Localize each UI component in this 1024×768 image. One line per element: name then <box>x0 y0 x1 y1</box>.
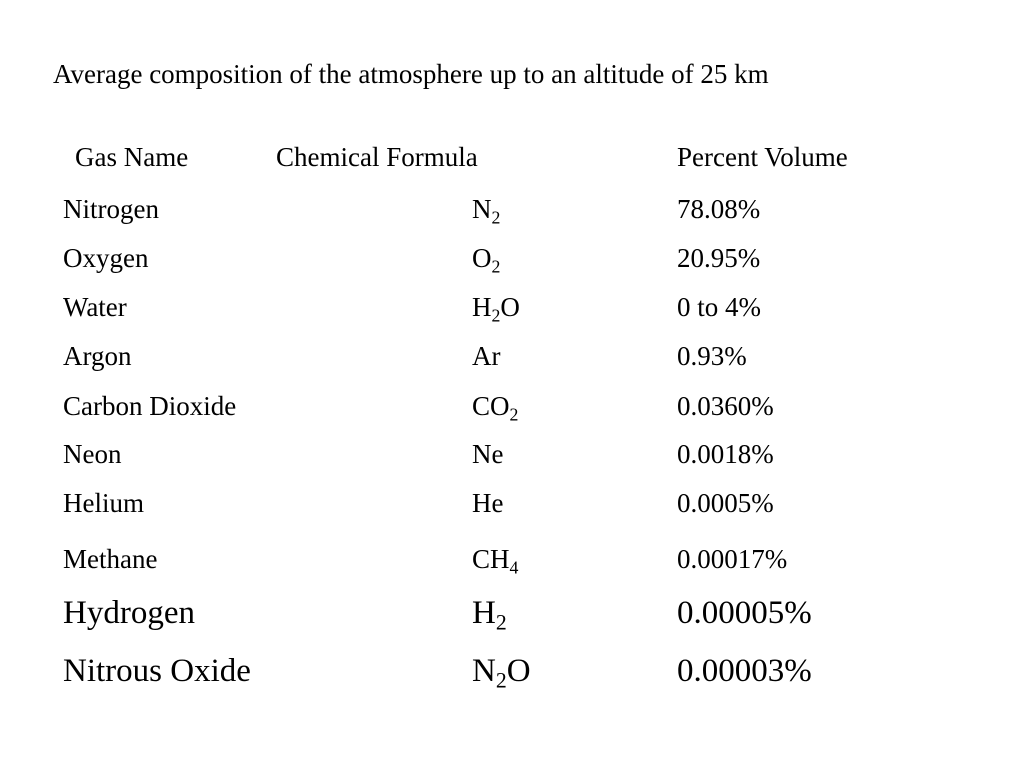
table-row-nitrogen <box>0 192 1024 232</box>
formula-cell: $O_2$ <box>472 243 501 277</box>
gas-name-cell: Carbon Dioxide <box>63 391 237 421</box>
formula-cell: $N_2$ <box>472 194 501 228</box>
formula-cell: Ar <box>472 341 501 371</box>
percent-cell: 0.0005% <box>677 488 774 518</box>
gas-name-cell: Nitrous Oxide <box>63 653 251 689</box>
formula-cell: $CO_2$ <box>472 391 519 425</box>
formula-cell: $H_2$ <box>472 595 507 635</box>
gas-name-cell: Water <box>63 292 127 322</box>
header-percent-volume: Percent Volume <box>677 142 848 172</box>
gas-name-cell: Oxygen <box>63 243 149 273</box>
percent-cell: 78.08% <box>677 194 761 224</box>
table-row-methane <box>0 542 1024 582</box>
percent-cell: 0 to 4% <box>677 292 761 322</box>
header-gas-name: Gas Name <box>75 142 189 172</box>
percent-cell: 20.95% <box>677 243 761 273</box>
gas-name-cell: Helium <box>63 488 144 518</box>
formula-cell: $CH_4$ <box>472 544 519 578</box>
table-row-water <box>0 290 1024 330</box>
table-row-neon <box>0 437 1024 477</box>
table-row-oxygen <box>0 241 1024 281</box>
table-row-carbon-dioxide <box>0 389 1024 429</box>
table-row-helium <box>0 486 1024 526</box>
page-title: Average composition of the atmosphere up to an altitude of 25 km <box>53 59 769 89</box>
gas-name-cell: Hydrogen <box>63 595 195 631</box>
percent-cell: 0.0360% <box>677 391 774 421</box>
table-row-hydrogen <box>0 593 1024 633</box>
table-row-nitrous-oxide <box>0 651 1024 691</box>
gas-name-cell: Neon <box>63 439 122 469</box>
gas-name-cell: Argon <box>63 341 132 371</box>
formula-cell: He <box>472 488 504 518</box>
formula-cell: $H_2O$ <box>472 292 520 326</box>
gas-name-cell: Nitrogen <box>63 194 159 224</box>
percent-cell: 0.0018% <box>677 439 774 469</box>
percent-cell: 0.00017% <box>677 544 788 574</box>
percent-cell: 0.00003% <box>677 653 812 689</box>
formula-cell: Ne <box>472 439 504 469</box>
table-row-argon <box>0 339 1024 379</box>
formula-cell: $N_2O$ <box>472 653 531 693</box>
percent-cell: 0.93% <box>677 341 747 371</box>
percent-cell: 0.00005% <box>677 595 812 631</box>
gas-name-cell: Methane <box>63 544 158 574</box>
header-chemical-formula: Chemical Formula <box>276 142 478 172</box>
